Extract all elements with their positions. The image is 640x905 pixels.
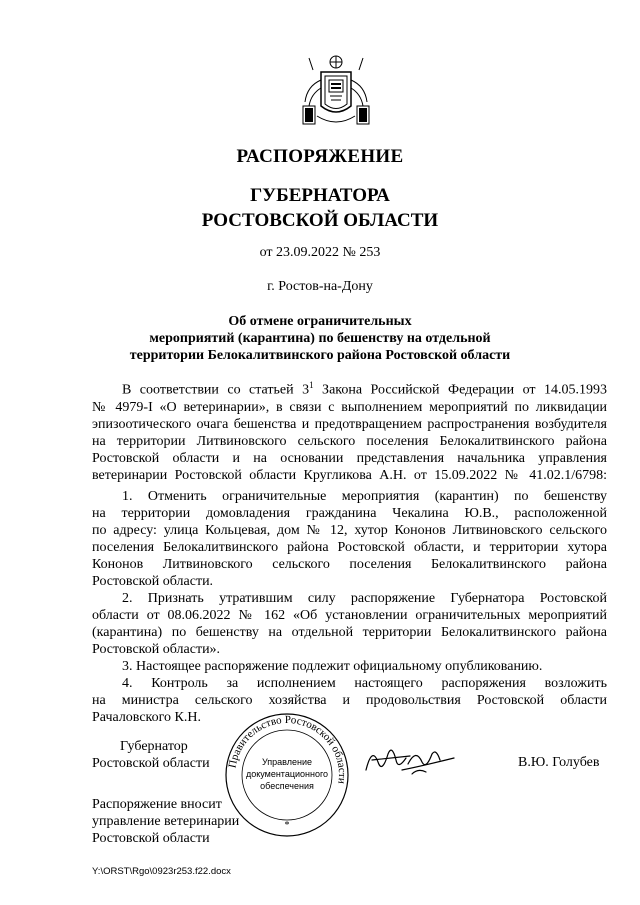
preamble-line: на территории Литвиновского сельского поселения Белокалитвинского района (92, 433, 607, 449)
point-2: 2. Признать утратившим силу распоряжение Губернатора Ростовской области от 08.06.2022 № 162 «Об установлении ограничительных мероприятий (карантина) по бешенству на отдельной территории Белокалитвинского района Ростовской области». (92, 591, 607, 657)
city: г. Ростов-на-Дону (267, 279, 373, 294)
issuer-line-1: ГУБЕРНАТОРА (250, 185, 390, 206)
svg-text:Правительство Ростовской облас: Правительство Ростовской области (226, 713, 349, 785)
subject-line-1: Об отмене ограничительных (228, 314, 412, 329)
official-stamp-seal (222, 712, 352, 838)
svg-text:*: * (284, 820, 290, 831)
document-subject (0, 313, 640, 364)
point-3: 3. Настоящее распоряжение подлежит официальному опубликованию. (122, 659, 543, 674)
preamble-paragraph (92, 377, 607, 484)
preamble-line: эпизоотического очага бешенства и предотвращением распространения возбудителя (92, 416, 607, 432)
subject-line-3: территории Белокалитвинского района Ростовской области (129, 348, 511, 363)
handwritten-signature (362, 740, 462, 780)
issuer-heading (0, 183, 640, 233)
subject-line-2: мероприятий (карантина) по бешенству на отдельной (149, 331, 491, 346)
svg-text:документационного: документационного (245, 769, 329, 779)
point-1: 1. Отменить ограничительные мероприятия (карантин) по бешенству на территории домовладения гражданина Чекалина Ю.В., расположенной по адресу: улица Кольцевая, дом № 12, хутор Кононов Литвиновского сельского поселения Белокалитвинского района Ростовской области, и территории хутора Кононов Литвиновского сельского поселения Белокалитвинского района Ростовской области. (92, 489, 607, 589)
file-path: Y:\ORST\Rgo\0923r253.f22.docx (92, 866, 231, 877)
submitter-note: Распоряжение вносит управление ветеринарии Ростовской области (92, 797, 240, 846)
preamble-line: Ростовской области и на основании представления начальника управления (92, 450, 607, 466)
preamble-line: № 4979-I «О ветеринарии», в связи с выполнением мероприятий по ликвидации (92, 399, 607, 415)
svg-text:обеспечения: обеспечения (260, 781, 314, 791)
preamble-line: В соответствии со статьей $3^1$ Закона Российской Федерации от 14.05.1993 (122, 380, 607, 398)
preamble-line: ветеринарии Ростовской области Кругликова А.Н. от 15.09.2022 № 41.02.1/6798: (92, 467, 607, 483)
document-type-heading: РАСПОРЯЖЕНИЕ (236, 146, 404, 167)
date-and-number: от 23.09.2022 № 253 (259, 245, 381, 260)
issuer-line-2: РОСТОВСКОЙ ОБЛАСТИ (201, 210, 439, 231)
signatory-name: В.Ю. Голубев (518, 755, 600, 770)
point-4: 4. Контроль за исполнением настоящего распоряжения возложить на министра сельского хозяйства и продовольствия Ростовской области Рачаловского К.Н. (92, 676, 607, 725)
coat-of-arms-emblem (295, 50, 377, 132)
signatory-position: Губернатор Ростовской области (92, 739, 210, 771)
svg-text:Управление: Управление (261, 757, 313, 767)
